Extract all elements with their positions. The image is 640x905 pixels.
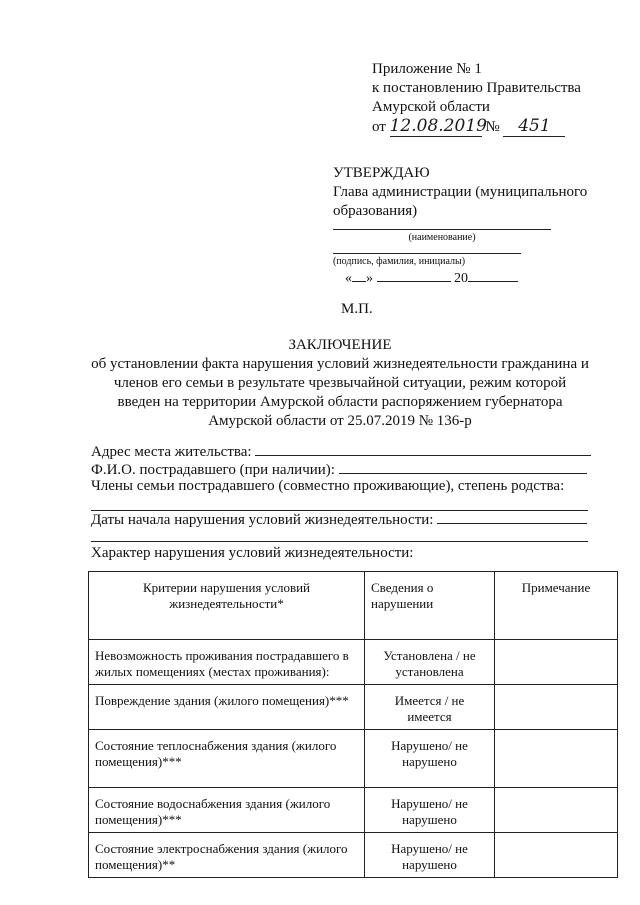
start-dates-extra-line[interactable] <box>91 541 588 542</box>
start-dates-label: Даты начала нарушения условий жизнедеятельности: <box>91 512 434 528</box>
family-label: Члены семьи пострадавшего (совместно проживающие), степень родства: <box>91 478 565 494</box>
row-criteria: Повреждение здания (жилого помещения)*** <box>89 685 365 730</box>
row-info: Нарушено/ не нарушено <box>365 788 495 833</box>
header-criteria: Критерии нарушения условий жизнедеятельности* <box>89 572 365 640</box>
character-label: Характер нарушения условий жизнедеятельности: <box>91 545 414 561</box>
row-note[interactable] <box>495 833 618 878</box>
date-open-quote: « <box>345 271 352 286</box>
start-dates-blank[interactable] <box>437 509 587 524</box>
day-blank <box>352 281 366 282</box>
approval-block <box>333 164 633 221</box>
number-label: № <box>485 119 500 135</box>
table-row <box>89 730 618 788</box>
approval-title: УТВЕРЖДАЮ <box>333 165 430 181</box>
table-row <box>89 685 618 730</box>
row-criteria: Состояние водоснабжения здания (жилого помещения)*** <box>89 788 365 833</box>
appendix-date-row <box>372 117 581 137</box>
approval-line-1: Глава администрации (муниципального <box>333 184 588 200</box>
conclusion-subtitle-4: Амурской области от 25.07.2019 № 136-р <box>208 413 472 429</box>
address-blank[interactable] <box>255 441 591 456</box>
appendix-line-3: Амурской области <box>372 99 490 115</box>
row-criteria: Состояние теплоснабжения здания (жилого помещения)*** <box>89 730 365 788</box>
victim-name-label: Ф.И.О. пострадавшего (при наличии): <box>91 462 335 478</box>
table-row <box>89 833 618 878</box>
caption-name: (наименование) <box>408 232 476 243</box>
address-label: Адрес места жительства: <box>91 444 252 460</box>
header-info: Сведения о нарушении <box>365 572 495 640</box>
date-close-quote: » <box>366 271 373 286</box>
appendix-block <box>372 60 581 137</box>
caption-signature: (подпись, фамилия, инициалы) <box>333 256 466 267</box>
row-criteria: Состояние электроснабжения здания (жилого помещения)** <box>89 833 365 878</box>
victim-name-blank[interactable] <box>339 459 587 474</box>
row-note[interactable] <box>495 788 618 833</box>
resolution-date-handwritten: 12.08.2019 <box>389 116 487 136</box>
row-info: Установлена / не установлена <box>365 640 495 685</box>
row-note[interactable] <box>495 685 618 730</box>
appendix-line-1: Приложение № 1 <box>372 61 482 77</box>
approval-date-row <box>345 270 518 288</box>
conclusion-title: ЗАКЛЮЧЕНИЕ <box>288 337 392 353</box>
row-info: Нарушено/ не нарушено <box>365 730 495 788</box>
conclusion-subtitle-2: членов его семьи в результате чрезвычайной ситуации, режим которой <box>113 375 567 391</box>
start-dates-field <box>91 509 587 530</box>
seal-label: М.П. <box>341 301 373 317</box>
month-blank <box>377 281 451 282</box>
approval-line-2: образования) <box>333 203 418 219</box>
conclusion-subtitle-1: об установлении факта нарушения условий жизнедеятельности гражданина и <box>91 356 589 372</box>
from-label: от <box>372 119 386 135</box>
year-blank <box>468 281 518 282</box>
table-row <box>89 640 618 685</box>
table-row <box>89 788 618 833</box>
table-header-row <box>89 572 618 640</box>
name-signature-line <box>333 229 551 230</box>
row-info: Имеется / не имеется <box>365 685 495 730</box>
year-prefix: 20 <box>454 271 468 286</box>
row-info: Нарушено/ не нарушено <box>365 833 495 878</box>
row-note[interactable] <box>495 640 618 685</box>
signature-line <box>333 253 521 254</box>
conclusion-block <box>60 336 620 431</box>
header-note: Примечание <box>495 572 618 640</box>
criteria-table <box>88 571 618 878</box>
resolution-number-handwritten: 451 <box>503 117 565 137</box>
appendix-line-2: к постановлению Правительства <box>372 80 581 96</box>
row-note[interactable] <box>495 730 618 788</box>
row-criteria: Невозможность проживания пострадавшего в жилых помещениях (местах проживания): <box>89 640 365 685</box>
conclusion-subtitle-3: введен на территории Амурской области распоряжением губернатора <box>117 394 563 410</box>
